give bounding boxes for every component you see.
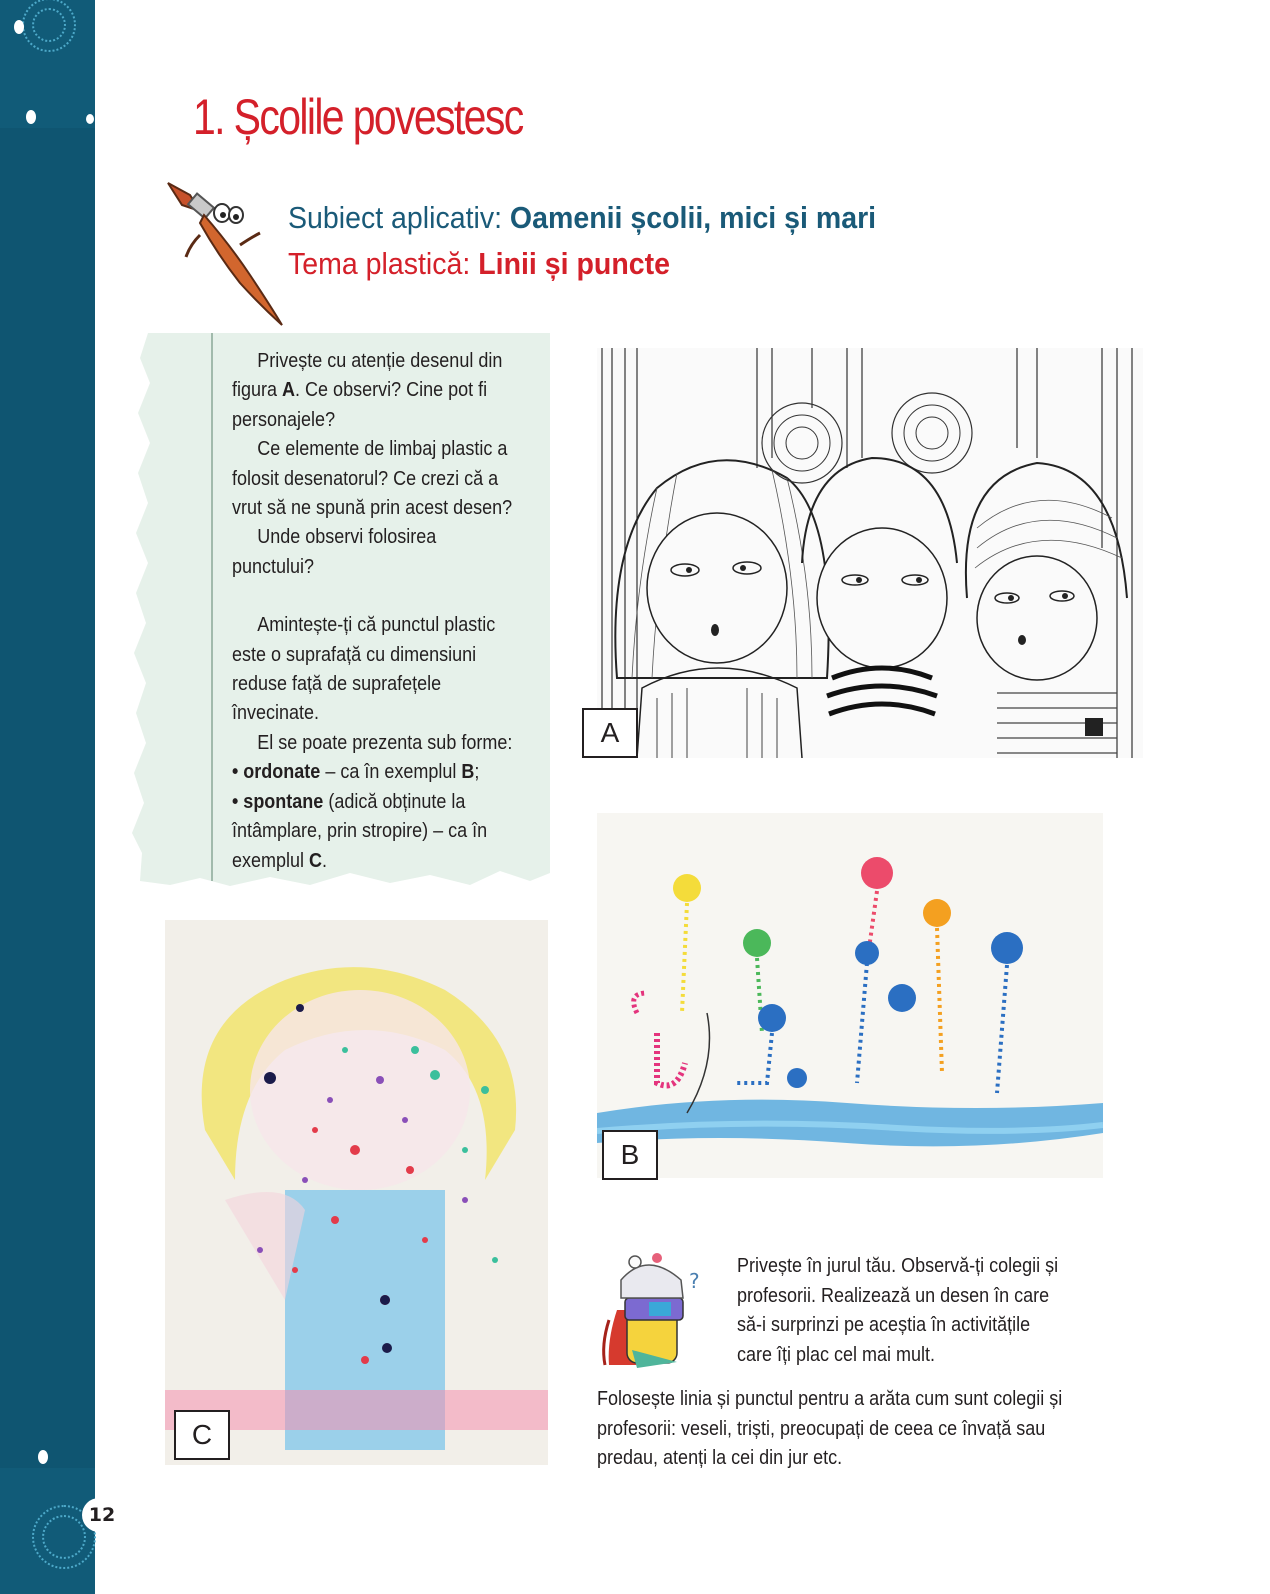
figure-c-illustration (165, 920, 548, 1465)
note-text-span: ; (474, 761, 480, 784)
figure-a-line-drawing (597, 348, 1143, 758)
theme-line (288, 246, 670, 282)
theme-value: Linii și puncte (478, 246, 670, 281)
task-detail: Folosește linia și punctul pentru a arăta cum sunt colegii și profesorii: veseli, triști, preocupați de ceea ce învață sau predau, atenți la cei din jur etc. (597, 1388, 1063, 1469)
sidebar-decoration (0, 0, 95, 1594)
figure-b-illustration (597, 813, 1103, 1178)
dot-decoration (14, 20, 24, 34)
note-bullet (232, 788, 513, 876)
dot-decoration (86, 114, 94, 124)
theme-label: Tema plastică: (288, 246, 479, 281)
note-text-span: . (322, 849, 328, 872)
figure-c-label: C (174, 1410, 230, 1460)
dot-decoration (26, 110, 36, 124)
page-title: 1. Școlile povestesc (193, 89, 523, 145)
note-paragraph: Amintește-ți că punctul plastic este o suprafață cu dimensiuni reduse față de suprafețele învecinate. (232, 614, 496, 725)
note-paragraph: Unde observi folosirea punctului? (232, 526, 437, 578)
thinking-mascot-icon (597, 1250, 712, 1370)
note-bullet (232, 758, 513, 787)
subject-label: Subiect aplicativ: (288, 200, 510, 235)
figure-b-label: B (602, 1130, 658, 1180)
subject-line (288, 200, 876, 236)
note-paragraph: Ce elemente de limbaj plastic a folosit desenatorul? Ce crezi că a vrut să ne spună prin acest desen? (232, 438, 513, 520)
figure-reference: A (282, 379, 296, 402)
note-text-span: – ca în exemplul (320, 761, 462, 784)
figure-c-splatter-painting (165, 920, 548, 1465)
note-text (232, 347, 513, 876)
bullet-mark: • (232, 790, 244, 813)
note-text-span: (adică obținute la întâmplare, prin stropire) – ca în exemplul (232, 790, 488, 872)
figure-reference: C (309, 849, 323, 872)
dot-decoration (38, 1450, 48, 1464)
page-number: 12 (82, 1498, 122, 1532)
note-text-span: . Ce observi? Cine pot fi personajele? (232, 379, 488, 431)
figure-reference: B (461, 761, 475, 784)
subject-value: Oamenii școlii, mici și mari (509, 200, 877, 235)
figure-a-illustration (597, 348, 1143, 758)
task-detail-block (597, 1385, 1083, 1474)
note-paragraph (232, 347, 513, 435)
dotted-circle-decoration (22, 0, 76, 52)
note-text-span: Privește cu atenție desenul din figura (232, 350, 503, 402)
bullet-mark: • (232, 761, 244, 784)
task-intro: Privește în jurul tău. Observă-ți colegii și profesorii. Realizează un desen în care să-i surprinzi pe aceștia în activitățile care îți plac cel mai mult. (737, 1255, 1059, 1366)
note-paragraph: El se poate prezenta sub forme: (257, 731, 513, 754)
paintbrush-mascot-icon (160, 175, 290, 330)
bullet-term: ordonate (243, 761, 321, 784)
bullet-term: spontane (243, 790, 324, 813)
figure-a-label: A (582, 708, 638, 758)
svg-text:?: ? (689, 1269, 700, 1293)
task-instructions (737, 1252, 1070, 1370)
figure-b-dotted-flowers (597, 813, 1103, 1178)
